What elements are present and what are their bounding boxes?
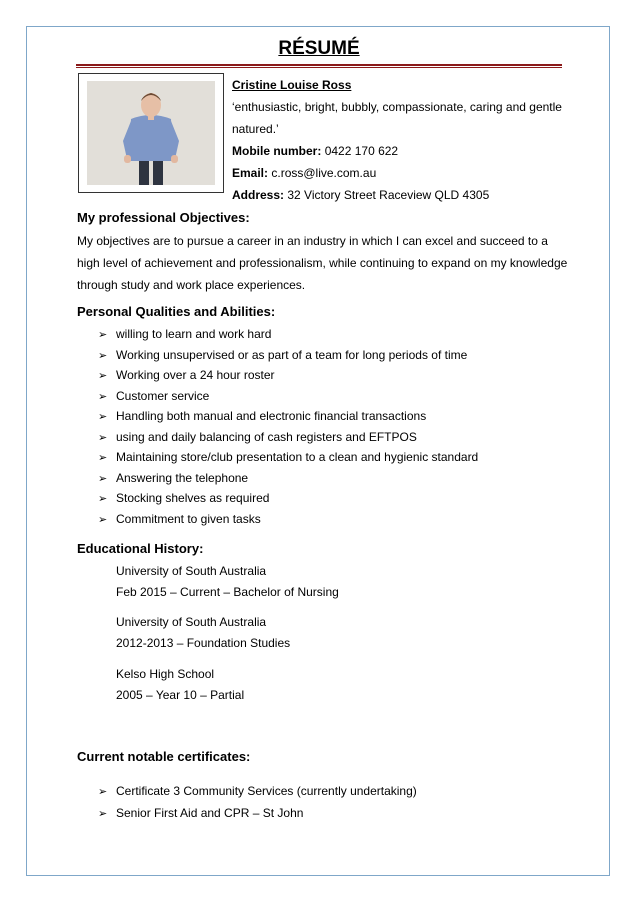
title-rule-thin	[76, 67, 562, 68]
arrow-bullet-icon: ➢	[98, 411, 108, 423]
objectives-line: My objectives are to pursue a career in an industry in which I can excel and succeed to a	[77, 234, 548, 248]
education-detail: 2005 – Year 10 – Partial	[116, 688, 245, 702]
page-title: RÉSUMÉ	[278, 38, 360, 59]
list-item: ➢ Working unsupervised or as part of a team for long periods of time	[98, 345, 478, 366]
list-item: ➢ Senior First Aid and CPR – St John	[98, 802, 417, 824]
list-item: ➢ Certificate 3 Community Services (currently undertaking)	[98, 780, 417, 802]
education-school: University of South Australia	[116, 564, 267, 578]
mobile-label: Mobile number:	[232, 144, 322, 158]
objectives-line: through study and work place experiences.	[77, 278, 306, 292]
education-entry	[116, 664, 244, 706]
arrow-bullet-icon: ➢	[98, 513, 108, 526]
arrow-bullet-icon: ➢	[98, 472, 108, 485]
arrow-bullet-icon: ➢	[98, 452, 108, 464]
education-entry	[116, 561, 339, 603]
arrow-bullet-icon: ➢	[98, 493, 108, 505]
arrow-bullet-icon: ➢	[98, 808, 108, 820]
arrow-bullet-icon: ➢	[98, 786, 108, 798]
list-item: ➢ Maintaining store/club presentation to a clean and hygienic standard	[98, 447, 478, 468]
address-label: Address:	[232, 188, 285, 202]
qualities-heading: Personal Qualities and Abilities:	[77, 304, 276, 319]
email-value[interactable]: c.ross@live.com.au	[271, 166, 377, 180]
objectives-line: high level of achievement and professionalism, while continuing to expand on my knowledge	[77, 256, 568, 270]
education-detail: Feb 2015 – Current – Bachelor of Nursing	[116, 585, 339, 599]
arrow-bullet-icon: ➢	[98, 390, 108, 403]
certificates-list	[98, 780, 417, 824]
profile-photo-image	[87, 81, 215, 185]
list-item: ➢ using and daily balancing of cash registers and EFTPOS	[98, 427, 478, 448]
education-school: University of South Australia	[116, 615, 267, 629]
contact-block	[232, 74, 572, 206]
address-row	[232, 184, 572, 206]
arrow-bullet-icon: ➢	[98, 349, 108, 362]
address-value: 32 Victory Street Raceview QLD 4305	[287, 188, 490, 202]
education-detail: 2012-2013 – Foundation Studies	[116, 636, 291, 650]
tagline-line-2: natured.’	[232, 122, 279, 136]
objectives-heading: My professional Objectives:	[77, 210, 250, 225]
list-item: ➢ Commitment to given tasks	[98, 509, 478, 530]
mobile-row	[232, 140, 572, 162]
tagline-line-1: ‘enthusiastic, bright, bubbly, compassionate, caring and gentle	[232, 100, 562, 114]
arrow-bullet-icon: ➢	[98, 329, 108, 341]
qualities-list	[98, 324, 478, 529]
list-item: ➢ Working over a 24 hour roster	[98, 365, 478, 386]
candidate-name: Cristine Louise Ross	[232, 78, 352, 92]
arrow-bullet-icon: ➢	[98, 370, 108, 382]
list-item: ➢ willing to learn and work hard	[98, 324, 478, 345]
certificates-heading: Current notable certificates:	[77, 749, 251, 764]
education-school: Kelso High School	[116, 667, 215, 681]
list-item: ➢ Customer service	[98, 386, 478, 407]
profile-photo	[78, 73, 224, 193]
list-item: ➢ Answering the telephone	[98, 468, 478, 489]
education-heading: Educational History:	[77, 541, 204, 556]
list-item: ➢ Handling both manual and electronic financial transactions	[98, 406, 478, 427]
objectives-paragraph	[77, 230, 567, 296]
email-label: Email:	[232, 166, 269, 180]
mobile-value: 0422 170 622	[324, 144, 399, 158]
education-entry	[116, 612, 290, 654]
arrow-bullet-icon: ➢	[98, 431, 108, 444]
list-item: ➢ Stocking shelves as required	[98, 488, 478, 509]
email-row	[232, 162, 572, 184]
title-rule	[76, 64, 562, 66]
